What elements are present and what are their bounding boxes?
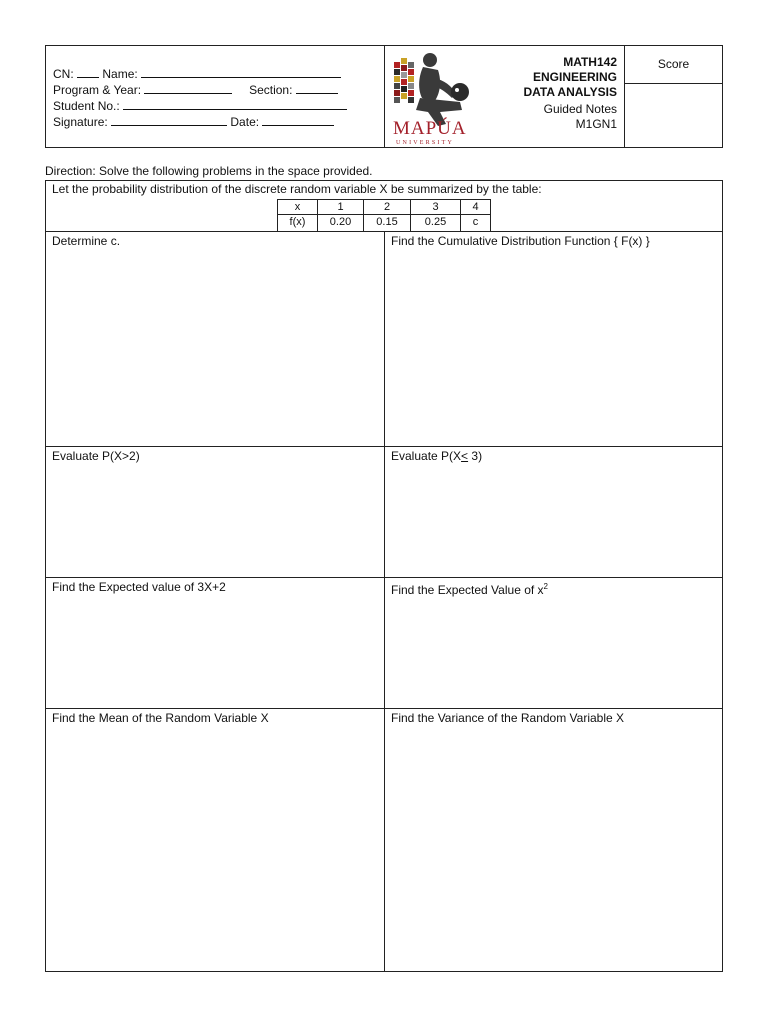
prob-table-x-2: 2 — [383, 201, 391, 213]
course-title-line-2: DATA ANALYSIS — [523, 85, 617, 99]
name-field[interactable] — [141, 66, 341, 78]
task-p-leq-3-suffix: 3) — [468, 449, 483, 463]
date-field[interactable] — [262, 114, 334, 126]
cn-label: CN: — [53, 67, 74, 81]
header-divider-1 — [384, 45, 385, 148]
task-expected-x2-exponent: 2 — [543, 582, 548, 591]
notes-type: Guided Notes — [543, 102, 617, 116]
program-section-row — [53, 82, 338, 97]
logo-subtext: UNIVERSITY — [396, 140, 454, 146]
task-determine-c: Determine c. — [52, 234, 121, 248]
prob-table-f-1: 0.20 — [329, 216, 352, 228]
prob-table-x-3: 3 — [432, 201, 439, 213]
student-no-field[interactable] — [123, 98, 347, 110]
prob-table-x-4: 4 — [472, 201, 479, 213]
prob-table-top — [277, 199, 491, 200]
answer-cell-p-greater-2[interactable] — [46, 447, 384, 577]
direction-text: Direction: Solve the following problems in the space provided. — [45, 164, 373, 178]
task-cdf: Find the Cumulative Distribution Function { F(x) } — [391, 234, 650, 248]
task-expected-3x2: Find the Expected value of 3X+2 — [52, 580, 226, 594]
module-code: M1GN1 — [575, 117, 617, 131]
answer-cell-variance[interactable] — [385, 709, 722, 971]
task-mean: Find the Mean of the Random Variable X — [52, 711, 269, 725]
section-label: Section: — [249, 83, 293, 97]
course-code: MATH142 — [563, 55, 617, 69]
student-no-row — [53, 98, 347, 113]
prob-table-header-x: x — [294, 201, 301, 213]
date-label: Date: — [230, 115, 260, 129]
task-expected-x2-text: Find the Expected Value of x — [391, 583, 544, 597]
prob-table-mid — [277, 214, 491, 215]
logo-emblem-icon — [390, 48, 502, 146]
task-variance: Find the Variance of the Random Variable X — [391, 711, 625, 725]
course-info — [500, 55, 617, 147]
score-field[interactable] — [625, 84, 723, 148]
signature-field[interactable] — [111, 114, 227, 126]
answer-cell-expected-3x2[interactable] — [46, 578, 384, 708]
answer-cell-expected-x2[interactable] — [385, 578, 722, 708]
student-no-label: Student No.: — [53, 99, 120, 113]
prob-table-right — [490, 199, 491, 231]
signature-label: Signature: — [53, 115, 108, 129]
task-expected-x2 — [391, 580, 548, 597]
prob-table-header-fx: f(x) — [289, 216, 306, 228]
answer-cell-determine-c[interactable] — [46, 232, 384, 446]
task-p-greater-2: Evaluate P(X>2) — [52, 449, 140, 463]
answer-cell-cdf[interactable] — [385, 232, 722, 446]
score-label: Score — [657, 57, 690, 71]
signature-date-row — [53, 114, 334, 129]
prob-table-x-1: 1 — [337, 201, 344, 213]
cn-name-row — [53, 66, 341, 81]
problem-intro: Let the probability distribution of the discrete random variable X be summarized by the table: — [52, 182, 542, 196]
prob-table-f-2: 0.15 — [376, 216, 398, 228]
answer-cell-p-leq-3[interactable] — [385, 447, 722, 577]
program-label: Program & Year: — [53, 83, 142, 97]
prob-table-f-4: c — [472, 216, 479, 228]
program-field[interactable] — [144, 82, 232, 94]
university-logo — [390, 48, 502, 146]
logo-wordmark: MAPÚA — [393, 118, 467, 139]
task-p-leq-3 — [391, 449, 482, 463]
prob-table-f-3: 0.25 — [424, 216, 447, 228]
cn-field[interactable] — [77, 66, 99, 78]
task-p-leq-3-operator: < — [461, 449, 469, 463]
name-label: Name: — [102, 67, 138, 81]
task-p-leq-3-prefix: Evaluate P(X — [391, 449, 462, 463]
course-title-line-1: ENGINEERING — [532, 70, 617, 84]
section-field[interactable] — [296, 82, 338, 94]
answer-cell-mean[interactable] — [46, 709, 384, 971]
